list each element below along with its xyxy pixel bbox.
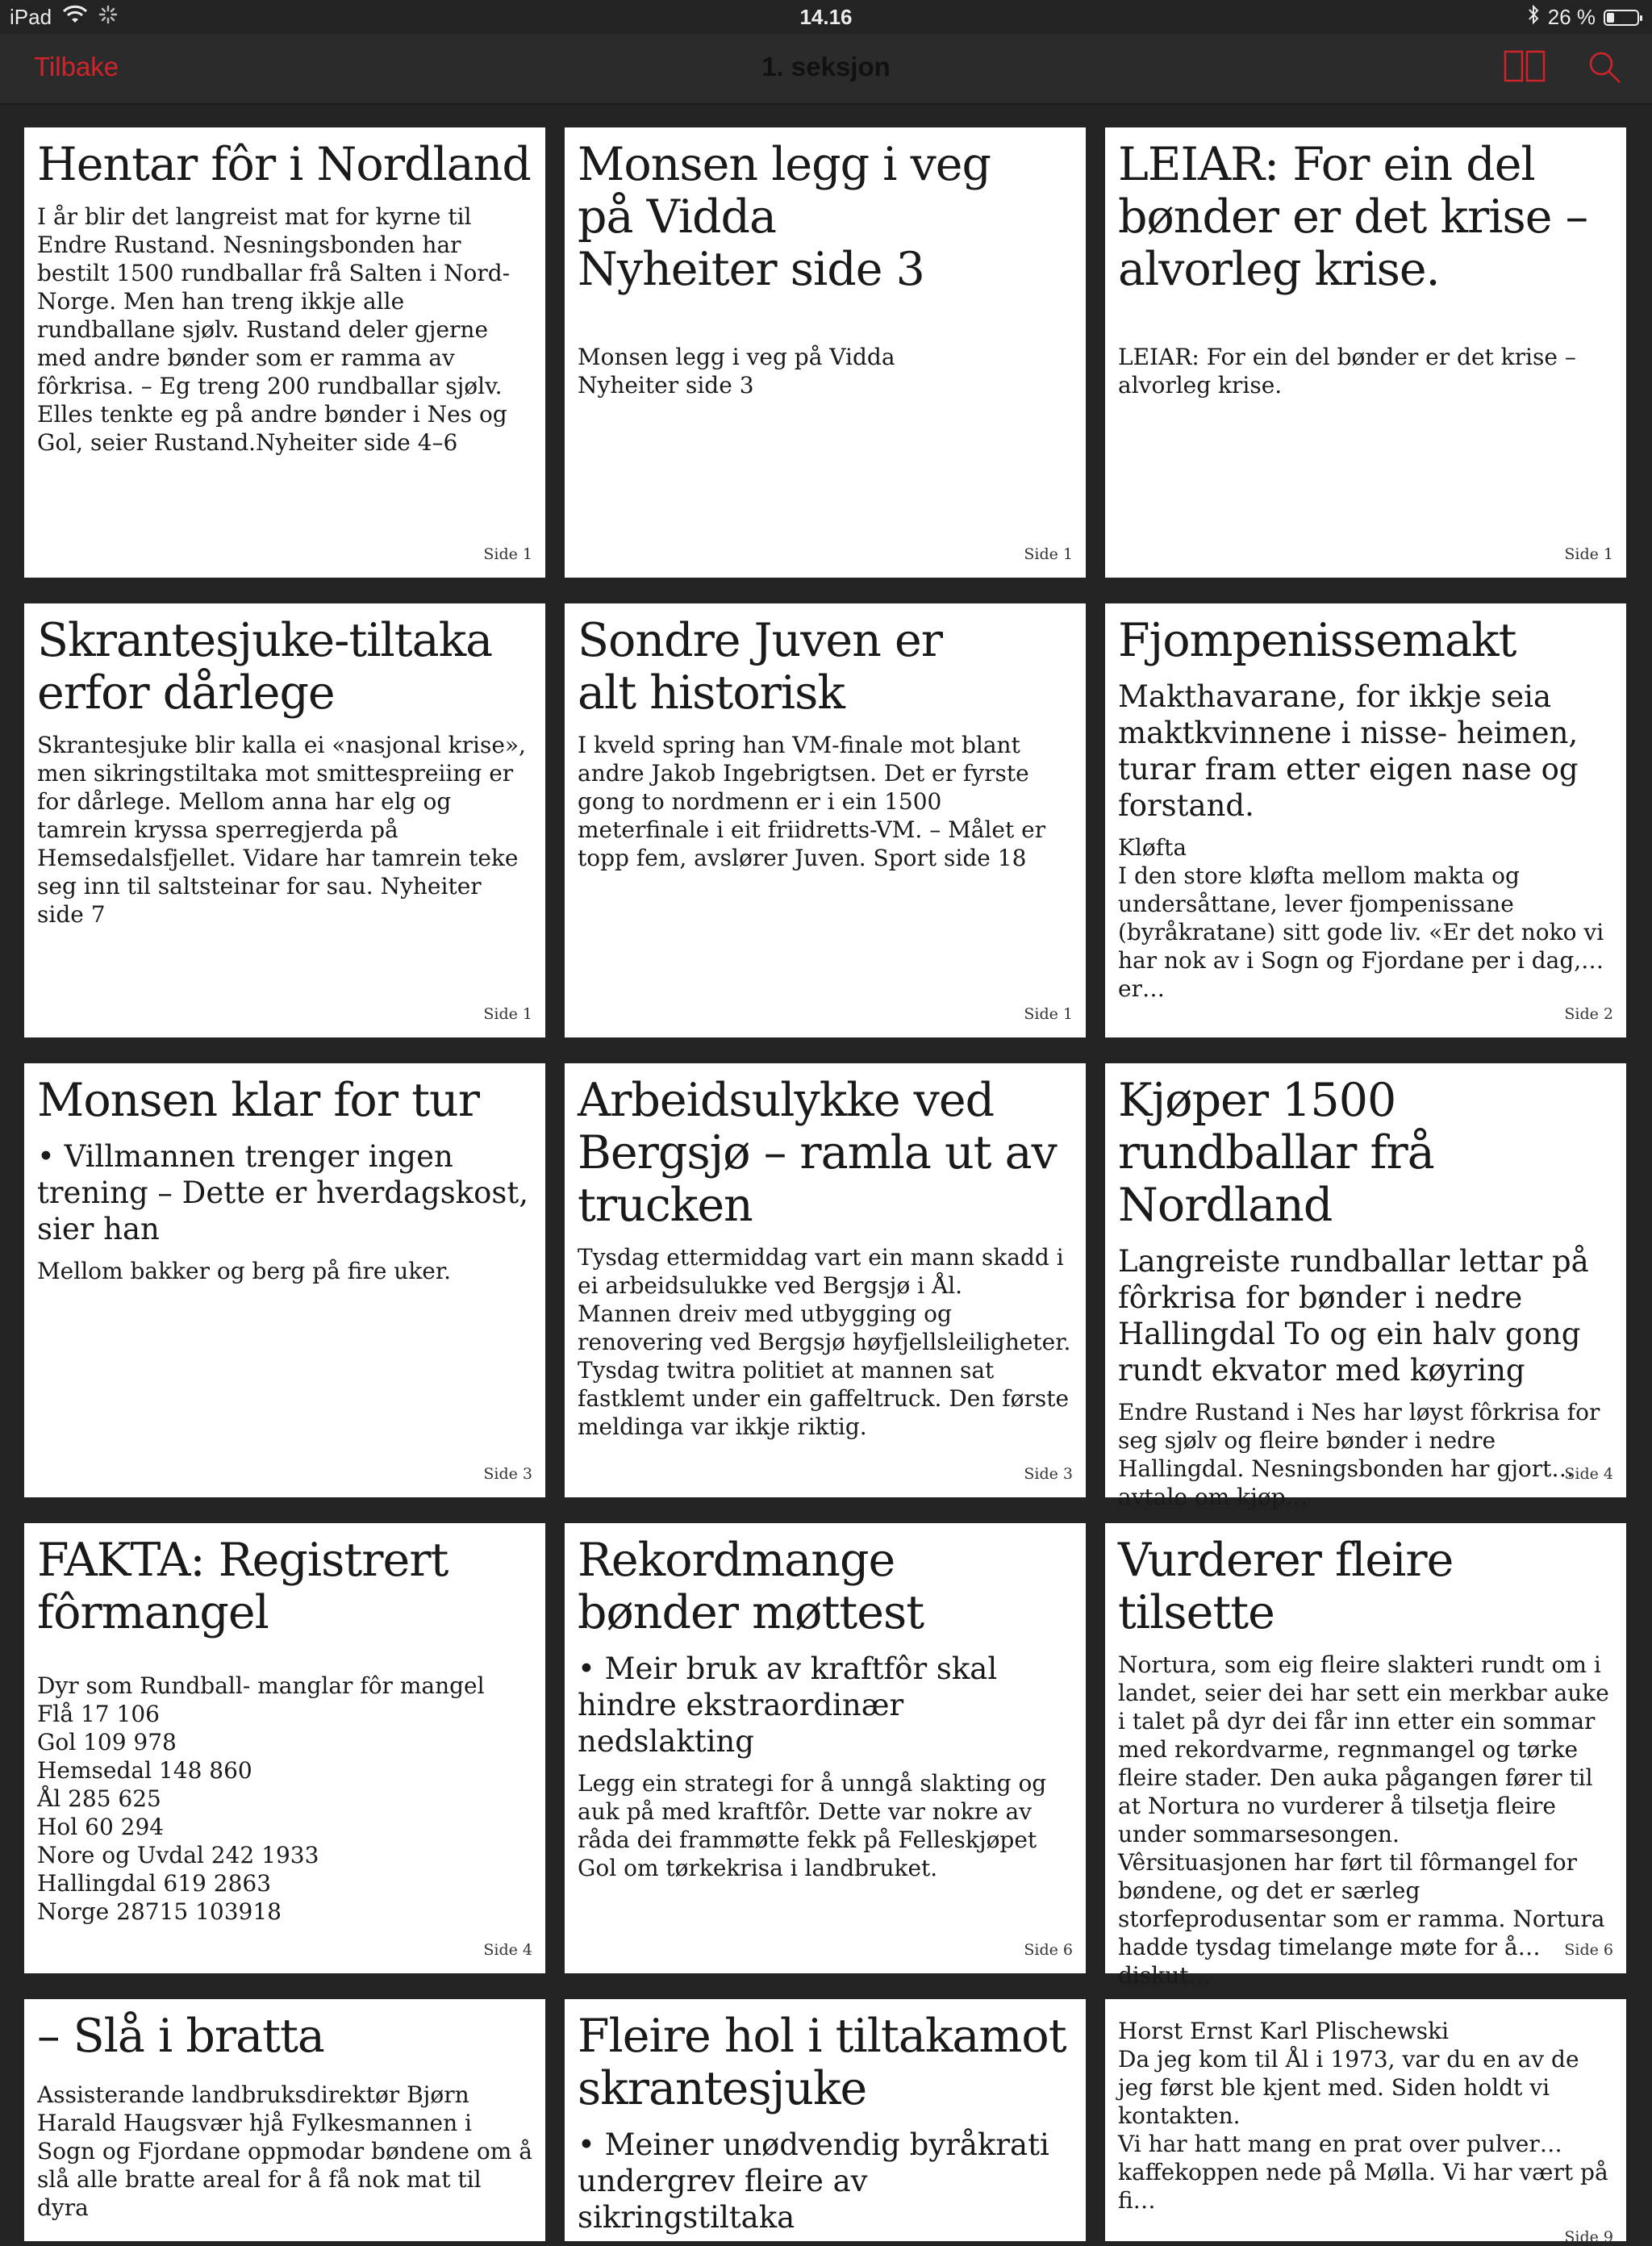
page-title: 1. seksjon xyxy=(761,52,891,81)
page-number: Side 9 xyxy=(1564,2228,1613,2246)
article-body: Monsen legg i veg på Vidda Nyheiter side 3 xyxy=(578,344,895,399)
page-number: Side 3 xyxy=(1024,1465,1073,1483)
article-card[interactable] xyxy=(24,1999,545,2241)
article-body: Skrantesjuke blir kalla ei «nasjonal krise», men sikringstiltaka mot smittespreiing er for dårlege. Mellom anna har elg og tamrein kryssa sperregjerda på Hemsedalsfjellet. Vidare har tamrein teke seg inn til saltsteinar for sau. Nyheiter side 7 xyxy=(37,732,526,928)
article-body: Endre Rustand i Nes har løyst fôrkrisa for seg sjølv og fleire bønder i nedre Hallingdal. Nesningsbonden har gjort avtale om kjøp… xyxy=(1118,1399,1600,1510)
back-button[interactable]: Tilbake xyxy=(34,52,119,81)
article-lead: • Villmannen trenger ingen trening – Dette er hverdagskost, sier han xyxy=(37,1139,529,1246)
article-body: Legg ein strategi for å unngå slakting og auk på med kraftfôr. Dette var nokre av råda dei frammøtte fekk på Felleskjøpet Gol om tørkekrisa i landbruket. xyxy=(578,1770,1047,1881)
article-title: Sondre Juven er alt historisk xyxy=(578,614,942,720)
navigation-bar xyxy=(0,34,1652,105)
page-number: Side 1 xyxy=(483,1005,532,1023)
article-title: LEIAR: For ein del bønder er det krise – alvorleg krise. xyxy=(1118,138,1588,296)
article-card[interactable] xyxy=(24,603,545,1037)
article-card[interactable] xyxy=(1105,1999,1626,2246)
article-lead: Makthavarane, for ikkje seia maktkvinnene i nisse- heimen, turar fram etter eigen nase og forstand. xyxy=(1118,679,1579,823)
article-body: I år blir det langreist mat for kyrne til Endre Rustand. Nesningsbonden har bestilt 1500 rundballar frå Salten i Nord-Norge. Men han treng ikkje alle rundballane sjølv. Rustand deler gjerne med andre bønder som er ramma av fôrkrisa. – Eg treng 200 rundballar sjølv. Elles tenkte eg på andre bønder i Nes og Gol, seier Rustand.Nyheiter side 4–6 xyxy=(37,203,511,456)
article-card[interactable] xyxy=(565,127,1086,578)
article-body: Mellom bakker og berg på fire uker. xyxy=(37,1258,452,1284)
article-card[interactable] xyxy=(24,1523,545,1973)
article-title: Monsen klar for tur xyxy=(37,1074,479,1127)
search-button[interactable] xyxy=(1587,50,1623,90)
article-title: Arbeidsulykke ved Bergsjø – ramla ut av trucken xyxy=(578,1074,1057,1232)
article-title: Vurderer fleire tilsette xyxy=(1118,1534,1454,1639)
page-number: Side 4 xyxy=(1564,1465,1613,1483)
page-number: Side 3 xyxy=(483,1465,532,1483)
split-view-icon xyxy=(1504,48,1546,84)
article-card[interactable] xyxy=(565,1063,1086,1497)
article-card[interactable] xyxy=(1105,603,1626,1037)
article-card[interactable] xyxy=(24,127,545,578)
article-body: Horst Ernst Karl Plischewski Da jeg kom til Ål i 1973, var du en av de jeg først ble kjent med. Siden holdt vi kontakten. Vi har hatt mang en prat over pulver kaffekoppen nede på Mølla. Vi har vært på fi… xyxy=(1118,2018,1608,2214)
status-right xyxy=(1527,5,1639,30)
article-card[interactable] xyxy=(565,1523,1086,1973)
article-card[interactable] xyxy=(1105,127,1626,578)
split-view-button[interactable] xyxy=(1504,48,1546,88)
page-number: Side 1 xyxy=(1024,1005,1073,1023)
bluetooth-icon xyxy=(1527,5,1540,30)
article-body: LEIAR: For ein del bønder er det krise – alvorleg krise. xyxy=(1118,344,1576,399)
article-card[interactable] xyxy=(1105,1063,1626,1510)
article-title: Rekordmange bønder møttest xyxy=(578,1534,924,1639)
status-time: 14.16 xyxy=(799,5,853,29)
article-title: Skrantesjuke-tiltaka erfor dårlege xyxy=(37,614,493,720)
article-card[interactable] xyxy=(24,1063,545,1497)
article-body: Tysdag ettermiddag vart ein mann skadd i ei arbeidsulukke ved Bergsjø i Ål. Mannen dreiv med utbygging og renovering ved Bergsjø høyfjellsleiligheter. Tysdag twitra politiet at mannen sat fastklemt under ein gaffeltruck. Den første meldinga var ikkje riktig. xyxy=(578,1244,1071,1440)
article-lead: • Meir bruk av kraftfôr skal hindre ekstraordinær nedslakting xyxy=(578,1651,998,1759)
battery-percent: 26 % xyxy=(1547,5,1596,29)
article-lead: • Meiner unødvendig byråkrati undergrev fleire av sikringstiltaka xyxy=(578,2127,1049,2235)
device-name: iPad xyxy=(10,5,52,29)
page-number: Side 6 xyxy=(1024,1941,1073,1959)
article-body: Assisterande landbruksdirektør Bjørn Harald Haugsvær hjå Fylkesmannen i Sogn og Fjordane oppmodar bøndene om å slå alle bratte areal for å få nok mat til dyra xyxy=(37,2081,532,2221)
article-body: Dyr som Rundball- manglar fôr mangel Flå 17 106 Gol 109 978 Hemsedal 148 860 Ål 285 625 Hol 60 294 Nore og Uvdal 242 1933 Hallingdal 619 2863 Norge 28715 103918 xyxy=(37,1672,485,1925)
article-title: Monsen legg i veg på Vidda Nyheiter side 3 xyxy=(578,138,991,296)
page-number: Side 1 xyxy=(1564,545,1613,563)
article-title: Fleire hol i tiltakamot skrantesjuke xyxy=(578,2010,1066,2115)
article-lead: Langreiste rundballar lettar på fôrkrisa for bønder i nedre Hallingdal To og ein halv gong rundt ekvator med køyring xyxy=(1118,1244,1589,1388)
article-title: Kjøper 1500 rundballar frå Nordland xyxy=(1118,1074,1434,1232)
page-number: Side 2 xyxy=(1564,1005,1613,1023)
article-body: Kløfta I den store kløfta mellom makta og undersåttane, lever fjompenissane (byråkratane) sitt gode liv. «Er det noko vi har nok av i Sogn og Fjordane per i dag, er… xyxy=(1118,834,1604,1002)
status-bar xyxy=(0,0,1652,34)
article-title: FAKTA: Registrert fôrmangel xyxy=(37,1534,448,1639)
article-grid xyxy=(24,127,1626,2246)
article-title: Fjompenissemakt xyxy=(1118,614,1516,667)
page-number: Side 1 xyxy=(1024,545,1073,563)
page-number: Side 1 xyxy=(483,545,532,563)
article-body: I kveld spring han VM-finale mot blant andre Jakob Ingebrigtsen. Det er fyrste gong to nordmenn er i ein 1500 meterfinale i eit friidretts-VM. – Målet er topp fem, avslører Juven. Sport side 18 xyxy=(578,732,1046,871)
battery-fill xyxy=(1607,13,1614,23)
search-icon xyxy=(1587,50,1623,86)
article-card[interactable] xyxy=(565,1999,1086,2241)
article-title: Hentar fôr i Nordland xyxy=(37,138,531,191)
page-number: Side 6 xyxy=(1564,1941,1613,1959)
page-number: Side 4 xyxy=(483,1941,532,1959)
battery-icon xyxy=(1604,10,1639,26)
article-title: – Slå i bratta xyxy=(37,2010,324,2063)
article-body: Nortura, som eig fleire slakteri rundt om i landet, seier dei har sett ein merkbar auke i talet på dyr dei får inn etter ein sommar med rekordvarme, regnmangel og tørke fleire stader. Den auka pågangen fører til at Nortura no vurderer å tilsetja fleire under sommarsesongen. Vêrsituasjonen har ført til fôrmangel for bøndene, og det er særleg storfeprodusentar som er ramma. Nortura hadde tysdag timelange møte for å diskut… xyxy=(1118,1651,1609,1989)
article-card[interactable] xyxy=(1105,1523,1626,1989)
article-card[interactable] xyxy=(565,603,1086,1037)
